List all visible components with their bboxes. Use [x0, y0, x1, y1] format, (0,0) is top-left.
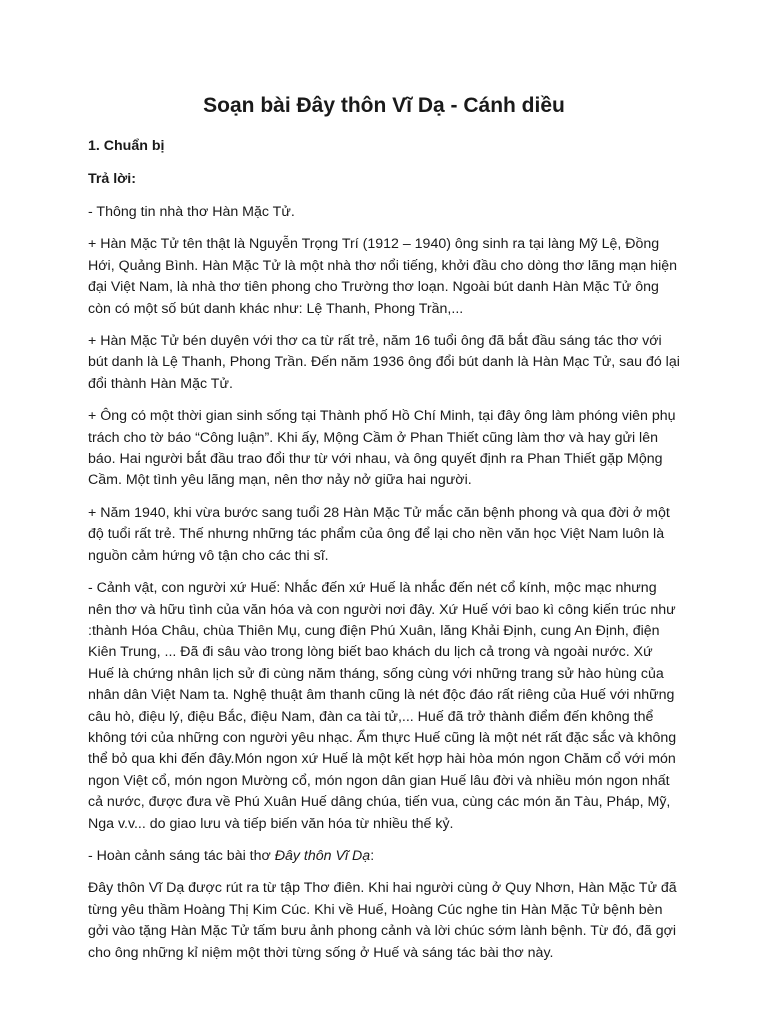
context-suffix: : [370, 847, 375, 864]
paragraph-context [88, 846, 680, 867]
answer-label: Trả lời: [88, 171, 136, 187]
paragraph-pen-names: + Hàn Mặc Tử bén duyên với thơ ca từ rất trẻ, năm 16 tuổi ông đã bắt đầu sáng tác thơ với bút danh là Lệ Thanh, Phong Trần. Đến năm 1936 ông đổi bút danh là Hàn Mạc Tử, sau đó lại đổi thành Hàn Mặc Tử. [88, 333, 680, 392]
context-prefix: - Hoàn cảnh sáng tác bài thơ [88, 847, 275, 864]
section-heading: 1. Chuẩn bị [88, 138, 165, 154]
paragraph-saigon: + Ông có một thời gian sinh sống tại Thành phố Hồ Chí Minh, tại đây ông làm phóng viên phụ trách cho tờ báo “Công luận”. Khi ấy, Mộng Cầm ở Phan Thiết cũng làm thơ và hay gửi lên báo. Hai người bắt đầu trao đổi thư từ với nhau, và ông quyết định ra Phan Thiết gặp Mộng Cầm. Một tình yêu lãng mạn, nên thơ nảy nở giữa hai người. [88, 408, 676, 489]
page-title: Soạn bài Đây thôn Vĩ Dạ - Cánh diều [203, 94, 565, 117]
poem-title-italic: Đây thôn Vĩ Dạ [274, 847, 371, 864]
document-page [88, 84, 680, 975]
paragraph-real-name: + Hàn Mặc Tử tên thật là Nguyễn Trọng Trí (1912 – 1940) ông sinh ra tại làng Mỹ Lệ, Đồng Hới, Quảng Bình. Hàn Mặc Tử là một nhà thơ nổi tiếng, khởi đầu cho dòng thơ lãng mạn hiện đại Việt Nam, là nhà thơ tiên phong cho Trường thơ loạn. Ngoài bút danh Hàn Mặc Tử ông còn có một số bút danh khác như: Lệ Thanh, Phong Trần,... [88, 236, 678, 317]
paragraph-final: Đây thôn Vĩ Dạ được rút ra từ tập Thơ điên. Khi hai người cùng ở Quy Nhơn, Hàn Mặc Tử đã từng yêu thầm Hoàng Thị Kim Cúc. Khi về Huế, Hoàng Cúc nghe tin Hàn Mặc Tử bệnh bèn gởi vào tặng Hàn Mặc Tử tấm bưu ảnh phong cảnh và lời chúc sớm lành bệnh. Từ đó, đã gợi cho ông những kỉ niệm một thời từng sống ở Huế và sáng tác bài thơ này. [88, 880, 677, 961]
paragraph-poet-info: - Thông tin nhà thơ Hàn Mặc Tử. [88, 204, 295, 220]
paragraph-hue: - Cảnh vật, con người xứ Huế: Nhắc đến xứ Huế là nhắc đến nét cổ kính, mộc mạc nhưng nên thơ và hữu tình của văn hóa và con người nơi đây. Xứ Huế với bao kì công kiến trúc như :thành Hóa Châu, chùa Thiên Mụ, cung điện Phú Xuân, lăng Khải Định, cung An Định, điện Kiên Trung, ... Đã đi sâu vào trong lòng biết bao khách du lịch cả trong và ngoài nước. Xứ Huế là chứng nhân lịch sử đi cùng năm tháng, sống cùng với những trang sử hào hùng của nhân dân Việt Nam ta. Nghệ thuật âm thanh cũng là nét độc đáo rất riêng của Huế với những câu hò, điệu lý, điệu Bắc, điệu Nam, đàn ca tài tử,... Huế đã trở thành điểm đến không thể không tới của những con người yêu nhạc. Ẩm thực Huế cũng là một nét rất đặc sắc và không thể bỏ qua khi đến đây.Món ngon xứ Huế là một kết hợp hài hòa món ngon Chăm cổ với món ngon Việt cổ, món ngon Mường cổ, món ngon dân gian Huế lâu đời và nhiều món ngon nhất cả nước, được đưa về Phú Xuân Huế dâng chúa, tiến vua, cùng các món ăn Tàu, Pháp, Mỹ, Nga v.v... do giao lưu và tiếp biến văn hóa từ nhiều thế kỷ. [88, 580, 677, 832]
paragraph-1940: + Năm 1940, khi vừa bước sang tuổi 28 Hàn Mặc Tử mắc căn bệnh phong và qua đời ở một độ tuổi rất trẻ. Thế nhưng những tác phẩm của ông để lại cho nền văn học Việt Nam luôn là nguồn cảm hứng vô tận cho các thi sĩ. [88, 504, 670, 564]
